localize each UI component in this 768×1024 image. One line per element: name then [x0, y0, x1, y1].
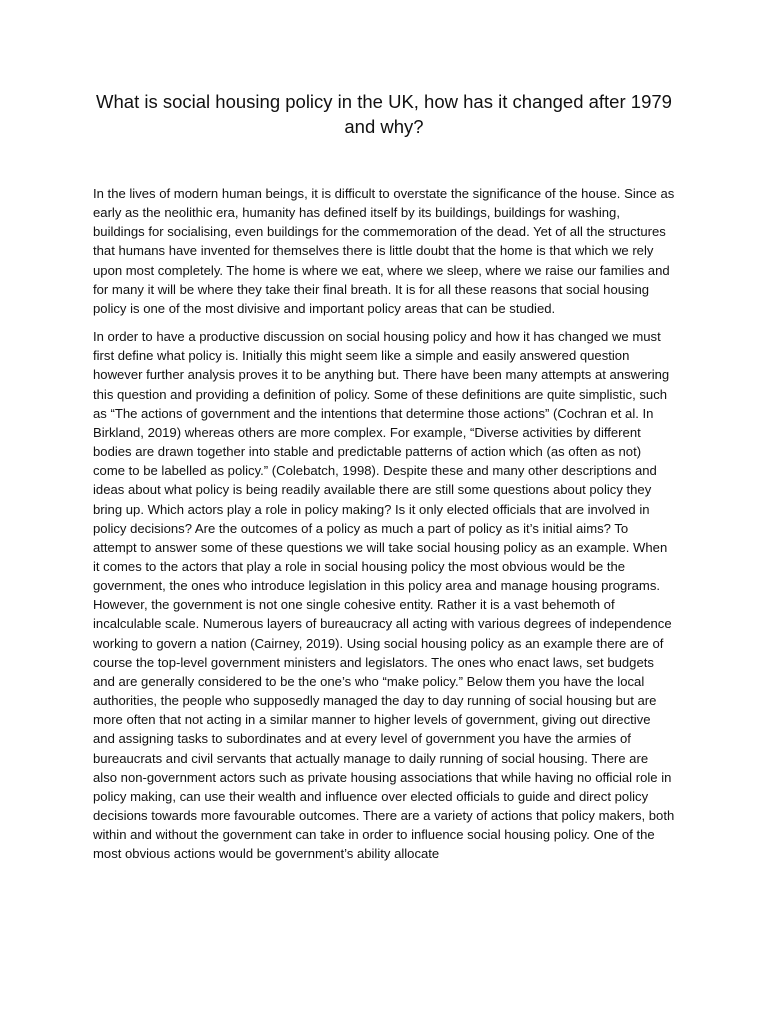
paragraph-policy-definition: In order to have a productive discussion on social housing policy and how it has changed we must first define what policy is. Initially this might seem like a simple and easily answered question however further analysis proves it to be anything but. There have been many attempts at answering this question and providing a definition of policy. Some of these definitions are quite simplistic, such as “The actions of government and the intentions that determine those actions” (Cochran et al. In Birkland, 2019) whereas others are more complex. For example, “Diverse activities by different bodies are drawn together into stable and predictable patterns of action which (as often as not) come to be labelled as policy.” (Colebatch, 1998). Despite these and many other descriptions and ideas about what policy is being readily available there are still some questions about policy they bring up. Which actors play a role in policy making? Is it only elected officials that are involved in policy decisions? Are the outcomes of a policy as much a part of policy as it’s initial aims? To attempt to answer some of these questions we will take social housing policy as an example. When it comes to the actors that play a role in social housing policy the most obvious would be the government, the ones who introduce legislation in this policy area and manage housing programs. However, the government is not one single cohesive entity. Rather it is a vast behemoth of incalculable scale. Numerous layers of bureaucracy all acting with various degrees of independence working to govern a nation (Cairney, 2019). Using social housing policy as an example there are of course the top-level government ministers and legislators. The ones who enact laws, set budgets and are generally considered to be the one’s who “make policy.” Below them you have the local authorities, the people who supposedly managed the day to day running of social housing but are more often that not acting in a similar manner to higher levels of government, giving out directive and assigning tasks to subordinates and at every level of government you have the armies of bureaucrats and civil servants that actually manage to daily running of social housing. There are also non-government actors such as private housing associations that while having no official role in policy making, can use their wealth and influence over elected officials to guide and direct policy decisions towards more favourable outcomes. There are a variety of actions that policy makers, both within and without the government can take in order to influence social housing policy. One of the most obvious actions would be government’s ability allocate — [93, 329, 675, 862]
document-body — [93, 184, 675, 872]
paragraph-intro: In the lives of modern human beings, it is difficult to overstate the significance of the house. Since as early as the neolithic era, humanity has defined itself by its buildings, buildings for washing, buildings for socialising, even buildings for the commemoration of the dead. Yet of all the structures that humans have invented for themselves there is little doubt that the home is that which we rely upon most completely. The home is where we eat, where we sleep, where we raise our families and for many it will be where they take their final breath. It is for all these reasons that social housing policy is one of the most divisive and important policy areas that can be studied. — [93, 186, 675, 316]
document-title: What is social housing policy in the UK, how has it changed after 1979 and why? — [96, 91, 672, 137]
